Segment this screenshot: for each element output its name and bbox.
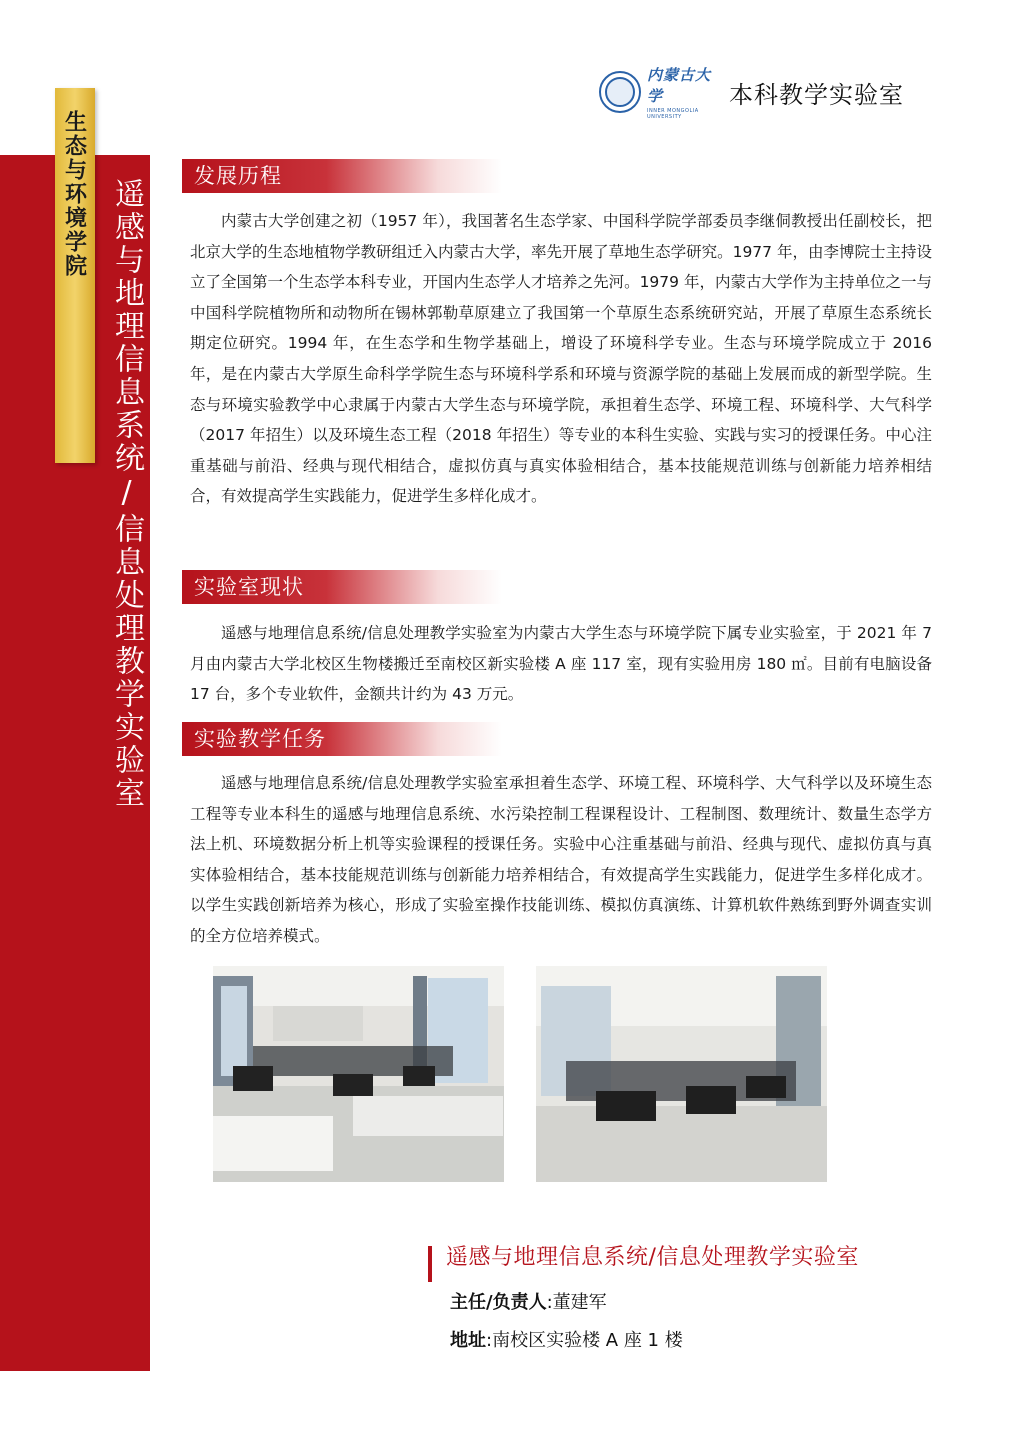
college-tab [55, 88, 95, 463]
history-paragraph: 内蒙古大学创建之初（1957 年），我国著名生态学家、中国科学院学部委员李继侗教授出任副校长，把北京大学的生态地植物学教研组迁入内蒙古大学，率先开展了草地生态学研究。1977 年，由李博院士主持设立了全国第一个生态学本科专业，开国内生态学人才培养之先河。1979 年，内蒙古大学作为主持单位之一与中国科学院植物所和动物所在锡林郭勒草原建立了我国第一个草原生态系统研究站，开展了草原生态系统长期定位研究。1994 年，在生态学和生物学基础上，增设了环境科学专业。生态与环境学院成立于 2016 年，是在内蒙古大学原生命科学学院生态与环境科学系和环境与资源学院的基础上发展而成的新型学院。生态与环境实验教学中心隶属于内蒙古大学生态与环境学院，承担着生态学、环境工程、环境科学、大气科学（2017 年招生）以及环境生态工程（2018 年招生）等专业的本科生实验、实践与实习的授课任务。中心注重基础与前沿、经典与现代相结合，虚拟仿真与真实体验相结合，基本技能规范训练与创新能力培养相结合，有效提高学生实践能力，促进学生多样化成才。 [190, 212, 932, 506]
lab-photo-right [536, 966, 827, 1182]
director-label: 主任/负责人 [450, 1292, 547, 1313]
section-heading-history: 发展历程 [182, 159, 502, 193]
college-name: 生态与环境学院 [61, 110, 88, 278]
footer-lab-title: 遥感与地理信息系统/信息处理教学实验室 [446, 1245, 859, 1270]
university-logo-cn: 内蒙古大学 [647, 66, 712, 105]
tasks-paragraph: 遥感与地理信息系统/信息处理教学实验室承担着生态学、环境工程、环境科学、大气科学以及环境生态工程等专业本科生的遥感与地理信息系统、水污染控制工程课程设计、工程制图、数理统计、数量生态学方法上机、环境数据分析上机等实验课程的授课任务。实验中心注重基础与前沿、经典与现代、虚拟仿真与真实体验相结合，基本技能规范训练与创新能力培养相结合，有效提高学生实践能力，促进学生多样化成才。以学生实践创新培养为核心，形成了实验室操作技能训练、模拟仿真演练、计算机软件熟练到野外调查实训的全方位培养模式。 [190, 774, 932, 945]
director-line [450, 1288, 607, 1314]
section-heading-status: 实验室现状 [182, 570, 502, 604]
lab-name-vertical: 遥感与地理信息系统/信息处理教学实验室 [109, 178, 144, 810]
status-paragraph: 遥感与地理信息系统/信息处理教学实验室为内蒙古大学生态与环境学院下属专业实验室，于 2021 年 7 月由内蒙古大学北校区生物楼搬迁至南校区新实验楼 A 座 117 室，现有实验用房 180 ㎡。目前有电脑设备 17 台，多个专业软件，金额共计约为 43 万元。 [190, 624, 932, 704]
university-logo-en: INNER MONGOLIA UNIVERSITY [647, 108, 699, 120]
director-value: :董建军 [546, 1292, 607, 1313]
lab-info-box [428, 1240, 948, 1368]
section-heading-tasks: 实验教学任务 [182, 722, 502, 756]
address-line [450, 1326, 683, 1352]
address-value: :南校区实验楼 A 座 1 楼 [486, 1330, 683, 1351]
footer-accent-bar [428, 1246, 432, 1282]
university-seal-icon [599, 71, 641, 113]
address-label: 地址 [450, 1330, 486, 1351]
page-header [599, 66, 904, 118]
lab-photo-left [213, 966, 504, 1182]
university-logo [647, 64, 725, 120]
page-title: 本科教学实验室 [729, 80, 904, 109]
